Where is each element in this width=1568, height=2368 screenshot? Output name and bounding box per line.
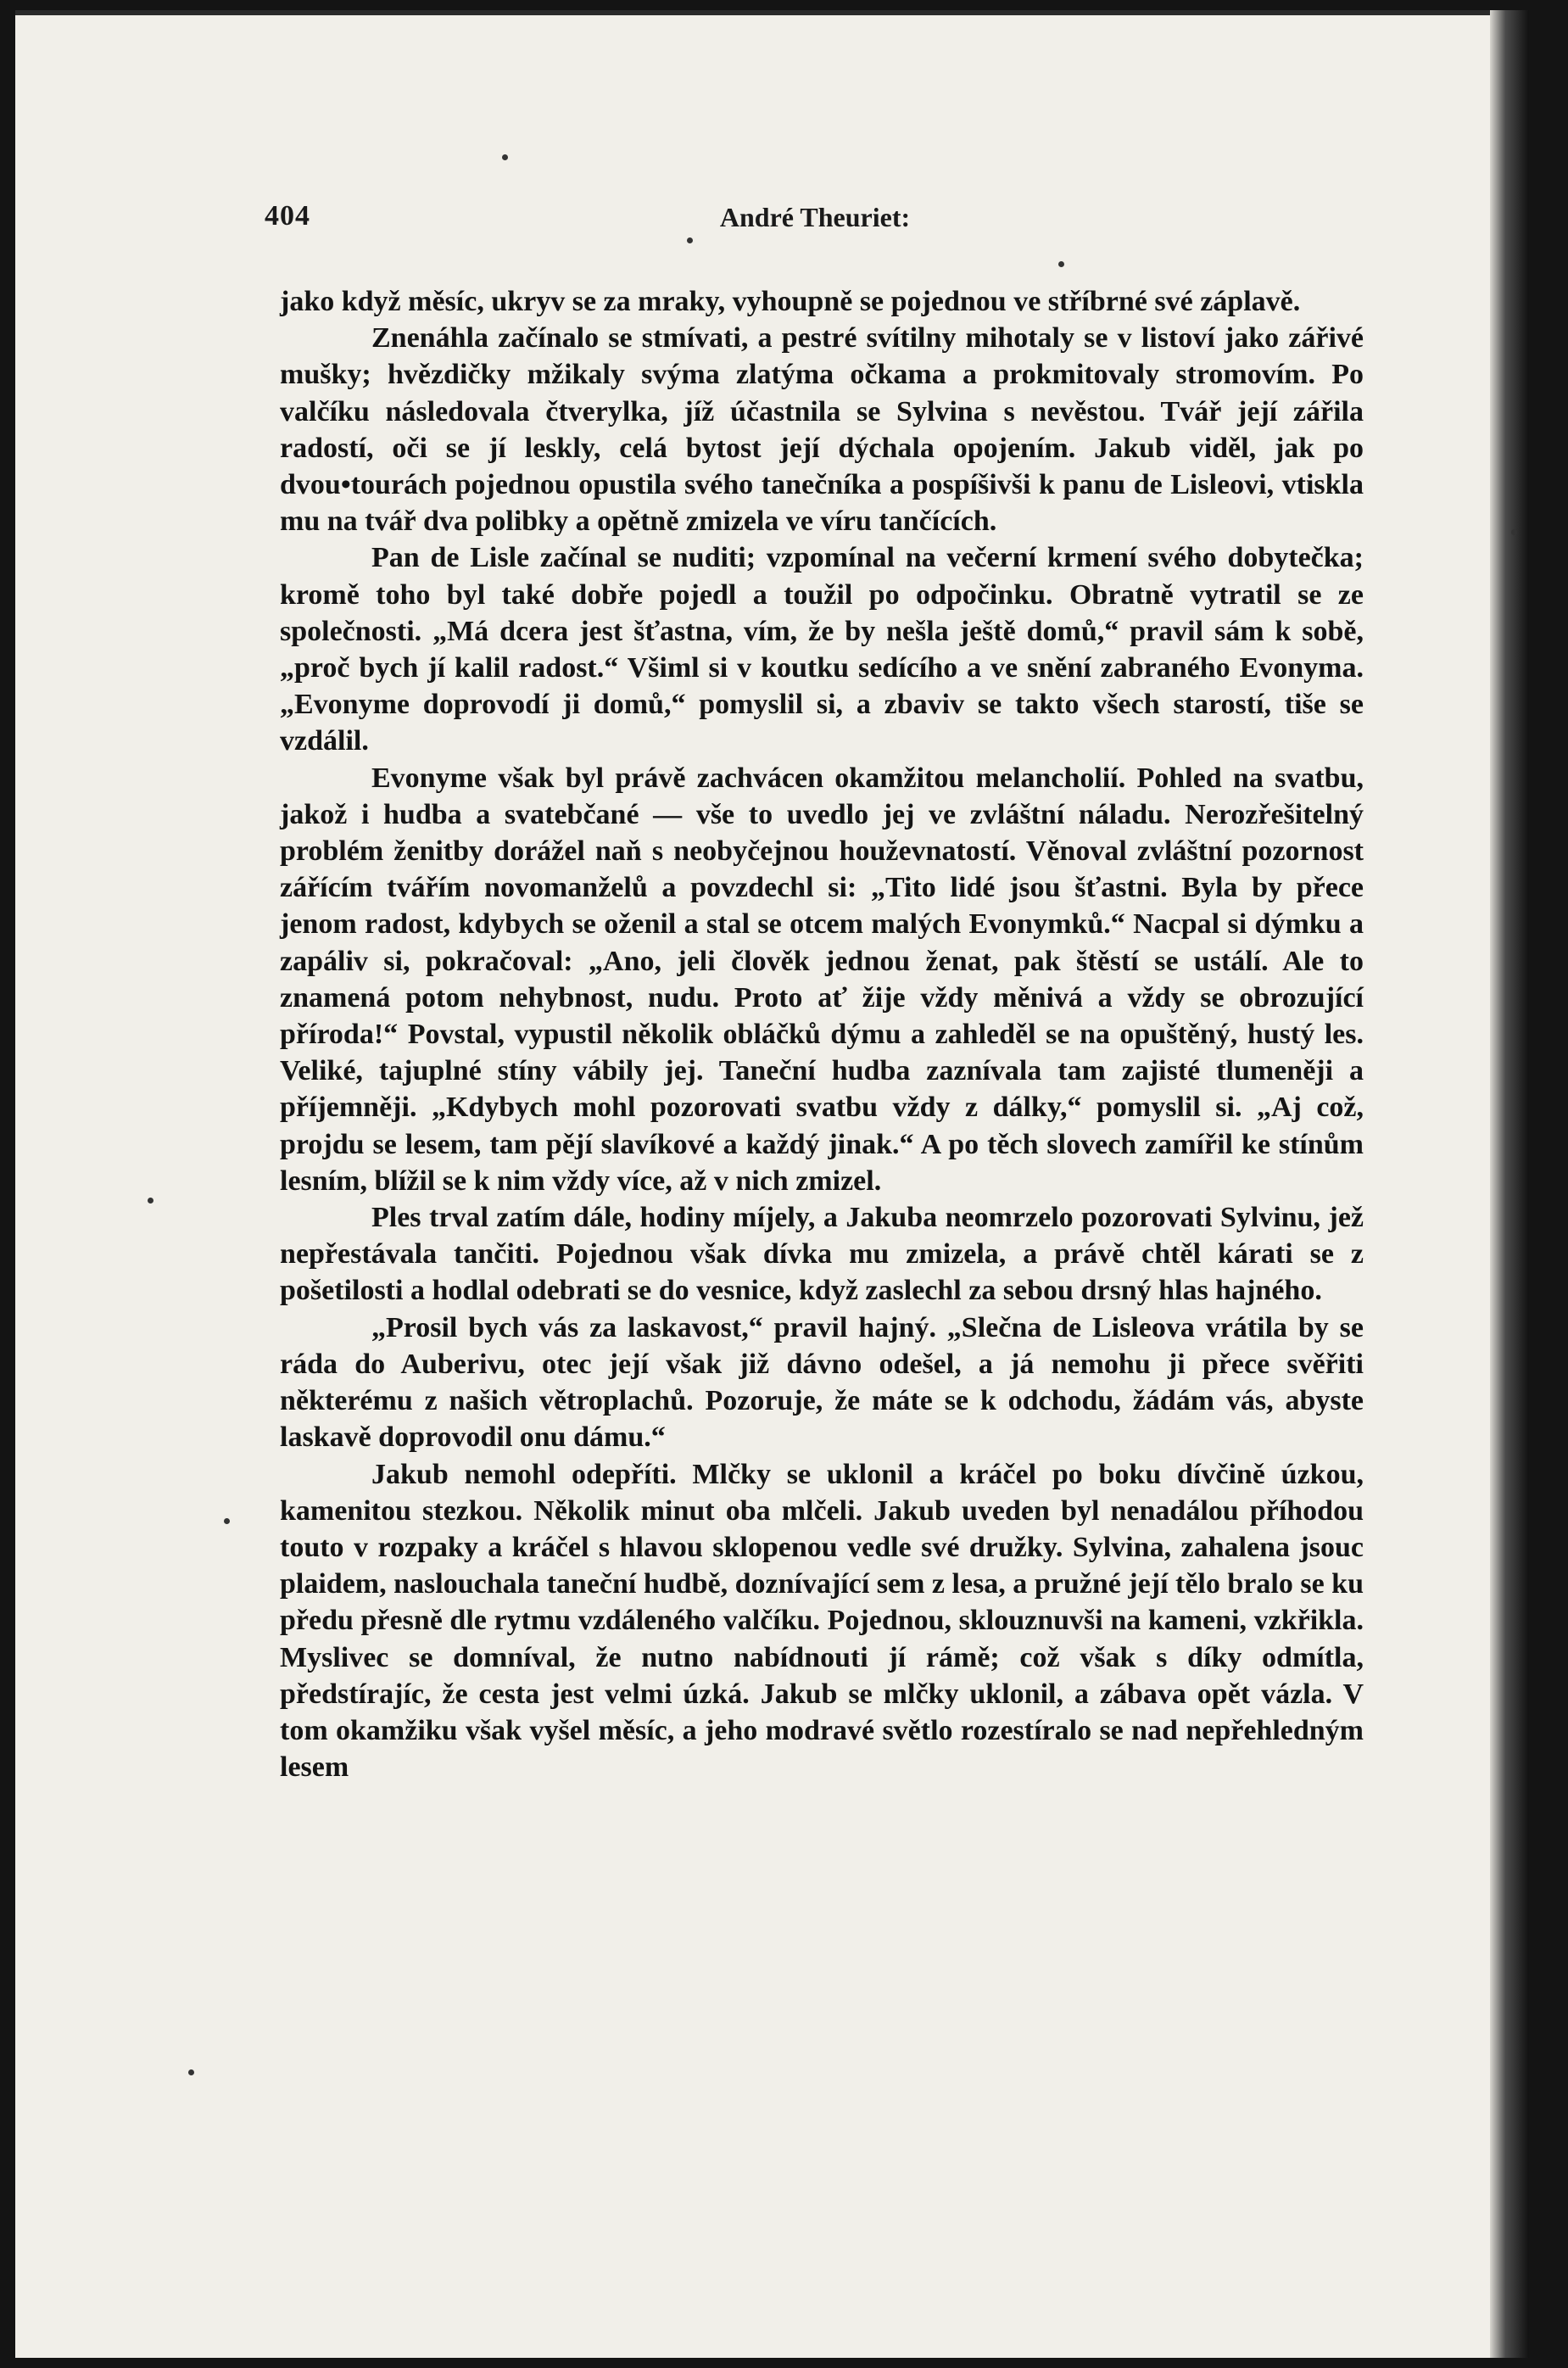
page-top-edge — [15, 10, 1529, 15]
paragraph-1: jako když měsíc, ukryv se za mraky, vyhoupně se pojednou ve stříbrné své záplavě. — [280, 286, 1301, 317]
running-head-title: André Theuriet: — [719, 202, 911, 232]
paper-speck — [224, 1518, 230, 1524]
paper-speck — [148, 1198, 153, 1204]
paper-speck — [188, 2069, 194, 2075]
paragraph-6: „Prosil bych vás za laskavost,“ pravil hajný. „Slečna de Lisleova vrátila by se ráda do Auberivu, otec její však již dávno odešel, a já nemohu ji přece svěřiti některému z našich větroplachů. Pozoruje, že máte se k odchodu, žádám vás, abyste laskavě doprovodil onu dámu.“ — [280, 1311, 1364, 1454]
running-head — [265, 200, 1365, 244]
paragraph-2: Znenáhla začínalo se stmívati, a pestré svítilny mihotaly se v listoví jako zářivé mušky; hvězdičky mžikaly svýma zlatýma očkama a prokmitovaly stromovím. Po valčíku následovala čtverylka, jíž účastnila se Sylvina s nevěstou. Tvář její zářila radostí, oči se jí leskly, celá bytost její dýchala opojením. Jakub viděl, jak po dvou•tourách pojednou opustila svého tanečníka a pospíšivši k panu de Lisleovi, vtiskla mu na tvář dva polibky a opětně zmizela ve víru tančících. — [280, 322, 1364, 538]
paragraph-3: Pan de Lisle začínal se nuditi; vzpomínal na večerní krmení svého dobytečka; kromě toho byl také dobře pojedl a toužil po odpočinku. Obratně vytratil se ze společnosti. „Má dcera jest šťastna, vím, že by nešla ještě domů,“ pravil sám k sobě, „proč bych jí kalil radost.“ Všiml si v koutku sedícího a ve snění zabraného Evonyma. „Evonyme doprovodí ji domů,“ pomyslil si, a zbaviv se takto všech starostí, tiše se vzdálil. — [280, 542, 1364, 757]
book-page — [15, 10, 1529, 2358]
paper-speck — [687, 237, 693, 243]
paper-speck — [502, 154, 508, 160]
paper-speck — [1058, 261, 1064, 267]
paper-speck — [1511, 529, 1517, 535]
page-binding-shadow — [1490, 10, 1529, 2358]
paragraph-7: Jakub nemohl odepříti. Mlčky se uklonil a kráčel po boku dívčině úzkou, kamenitou stezkou. Několik minut oba mlčeli. Jakub uveden byl nenadálou příhodou touto v rozpaky a kráčel s hlavou sklopenou vedle své družky. Sylvina, zahalena jsouc plaidem, naslouchala taneční hudbě, doznívající sem z lesa, a pružné její tělo bralo se ku předu přesně dle rytmu vzdáleného valčíku. Pojednou, sklouznuvši na kameni, vzkřikla. Myslivec se domníval, že nutno nabídnouti jí rámě; což však s díky odmítla, předstírajíc, že cesta jest velmi úzká. Jakub se mlčky uklonil, a zábava opět vázla. V tom okamžiku však vyšel měsíc, a jeho modravé světlo rozestíralo se nad nepřehledným lesem — [280, 1458, 1364, 1784]
paragraph-5: Ples trval zatím dále, hodiny míjely, a Jakuba neomrzelo pozorovati Sylvinu, jež nepřestávala tančiti. Pojednou však dívka mu zmizela, a právě chtěl kárati se z pošetilosti a hodlal odebrati se do vesnice, když zaslechl za sebou drsný hlas hajného. — [280, 1202, 1364, 1307]
page-number: 404 — [265, 200, 310, 232]
body-text — [280, 283, 1364, 1785]
paragraph-4: Evonyme však byl právě zachvácen okamžitou melancholií. Pohled na svatbu, jakož i hudba a svatebčané — vše to uvedlo jej ve zvláštní náladu. Nerozřešitelný problém ženitby dorážel naň s neobyčejnou houževnatostí. Věnoval zvláštní pozornost zářícím tvářím novomanželů a povzdechl si: „Tito lidé jsou šťastni. Byla by přece jenom radost, kdybych se oženil a stal se otcem malých Evonymků.“ Nacpal si dýmku a zapáliv si, pokračoval: „Ano, jeli člověk jednou ženat, pak štěstí se ustálí. Ale to znamená potom nehybnost, nudu. Proto ať žije vždy měnivá a vždy se obrozující příroda!“ Povstal, vypustil několik obláčků dýmu a zahleděl se na opuštěný, hustý les. Veliké, tajuplné stíny vábily jej. Taneční hudba zaznívala tam zajisté tlumeněji a příjemněji. „Kdybych mohl pozorovati svatbu vždy z dálky,“ pomyslil si. „Aj což, projdu se lesem, tam pějí slavíkové a každý jinak.“ A po těch slovech zamířil ke stínům lesním, blížil se k nim vždy více, až v nich zmizel. — [280, 762, 1364, 1197]
